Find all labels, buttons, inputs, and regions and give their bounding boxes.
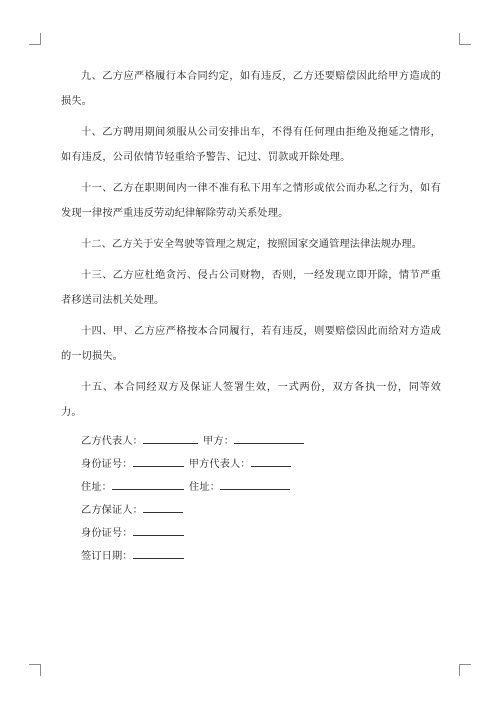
sign-date-blank[interactable]	[133, 547, 184, 559]
clause-10: 十、乙方聘用期间须服从公司安排出车，不得有任何理由拒绝及拖延之情形，如有违反，公司依情节轻重给予警告、记过、罚款或开除处理。	[61, 127, 441, 163]
guarantor-id-number-label: 身份证号：	[81, 528, 133, 539]
signature-line-guarantor	[61, 501, 441, 524]
guarantor-id-number-blank[interactable]	[133, 524, 184, 536]
address-blank-2[interactable]	[220, 478, 290, 490]
guarantor-blank[interactable]	[143, 501, 183, 513]
signature-line-guarantor-id	[61, 524, 441, 547]
party-a-label: 甲方：	[203, 436, 235, 447]
page-corner-mark-top-right	[459, 33, 471, 45]
clause-9: 九、乙方应严格履行本合同约定，如有违反，乙方还要赔偿因此给甲方造成的损失。	[61, 71, 441, 107]
clause-13: 十三、乙方应杜绝贪污、侵占公司财物，否则，一经发现立即开除，情节严重者移送司法机关处理。	[61, 270, 441, 306]
address-label-2: 住址：	[189, 482, 221, 493]
signature-line-id-and-a-rep	[61, 455, 441, 478]
clause-15: 十五、本合同经双方及保证人签署生效，一式两份，双方各执一份，同等效力。	[61, 382, 441, 418]
party-b-representative-blank[interactable]	[143, 432, 198, 444]
page-corner-mark-bottom-left	[29, 664, 41, 676]
clause-12: 十二、乙方关于安全驾驶等管理之规定，按照国家交通管理法律法规办理。	[81, 239, 423, 250]
sign-date-label: 签订日期：	[81, 551, 133, 562]
document-body	[61, 64, 441, 570]
address-blank-1[interactable]	[112, 478, 184, 490]
clause-14: 十四、甲、乙方应严格按本合同履行，若有违反，则要赔偿因此而给对方造成的一切损失。	[61, 326, 441, 362]
party-a-representative-label: 甲方代表人：	[188, 459, 251, 470]
party-a-blank[interactable]	[234, 432, 304, 444]
party-a-representative-blank[interactable]	[251, 455, 291, 467]
id-number-blank[interactable]	[133, 455, 184, 467]
signature-line-addresses	[61, 478, 441, 501]
signature-line-representatives	[61, 432, 441, 455]
address-label-1: 住址：	[81, 482, 113, 493]
guarantor-label: 乙方保证人：	[81, 505, 144, 516]
page-corner-mark-bottom-right	[459, 664, 471, 676]
id-number-label: 身份证号：	[81, 459, 133, 470]
clause-11: 十一、乙方在职期间内一律不准有私下用车之情形或依公而办私之行为，如有发现一律按严重违反劳动纪律解除劳动关系处理。	[61, 183, 441, 219]
page-corner-mark-top-left	[29, 33, 41, 45]
signature-line-date	[61, 547, 441, 570]
party-b-representative-label: 乙方代表人：	[81, 436, 144, 447]
